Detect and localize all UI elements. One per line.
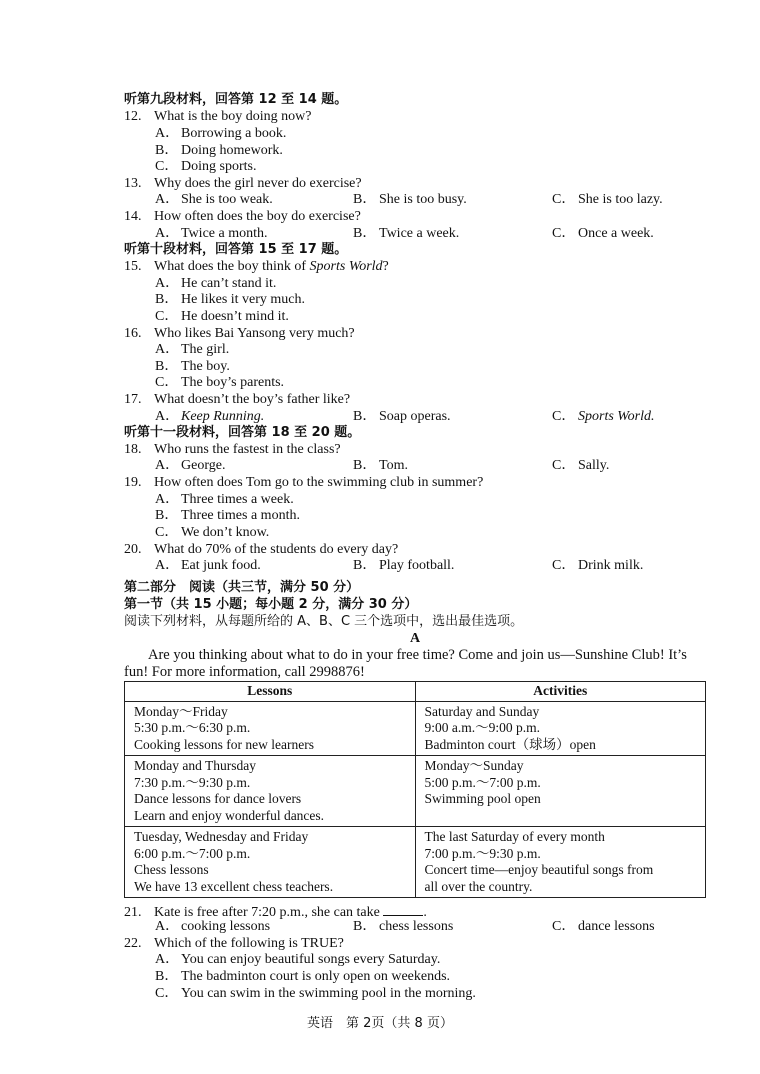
table-cell: The last Saturday of every month 7:00 p.m.～9:30 p.m. Concert time—enjoy beautiful songs from all over the country. — [415, 827, 706, 898]
table-row — [125, 701, 706, 756]
option-22c: C． You can swim in the swimming pool in the morning. — [155, 986, 476, 1001]
option-16b: B． The boy. — [155, 359, 230, 374]
option-20a: A． Eat junk food. — [155, 558, 261, 573]
option-19b: B． Three times a month. — [155, 508, 300, 523]
option-19c: C． We don’t know. — [155, 525, 270, 540]
table-cell: Monday～Sunday 5:00 p.m.～7:00 p.m. Swimming pool open — [415, 756, 706, 827]
question-21: 21. Kate is free after 7:20 p.m., she can take . — [124, 905, 427, 920]
option-12b: B． Doing homework. — [155, 143, 283, 158]
passage-intro: Are you thinking about what to do in your free time? Come and join us—Sunshine Club! It’s fun! For more information, call 2998876! — [124, 647, 687, 680]
question-22: 22. Which of the following is TRUE? — [124, 936, 344, 951]
table-cell: Tuesday, Wednesday and Friday 6:00 p.m.～7:00 p.m. Chess lessons We have 13 excellent chess teachers. — [125, 827, 416, 898]
question-19: 19. How often does Tom go to the swimming club in summer? — [124, 475, 484, 490]
section-heading-11: 听第十一段材料，回答第 18 至 20 题。 — [124, 425, 361, 440]
option-12a: A． Borrowing a book. — [155, 126, 287, 141]
schedule-table — [124, 681, 706, 898]
option-21b: B． chess lessons — [353, 919, 454, 934]
option-19a: A． Three times a week. — [155, 492, 294, 507]
option-17b: B． Soap operas. — [353, 409, 451, 424]
option-13c: C． She is too lazy. — [552, 192, 663, 207]
section-heading-9: 听第九段材料，回答第 12 至 14 题。 — [124, 92, 348, 107]
option-18c: C． Sally. — [552, 458, 610, 473]
option-21a: A． cooking lessons — [155, 919, 271, 934]
question-number: 12. — [124, 109, 142, 124]
option-13b: B． She is too busy. — [353, 192, 467, 207]
option-17a: A． Keep Running. — [155, 409, 265, 424]
option-14c: C． Once a week. — [552, 226, 654, 241]
question-20: 20. What do 70% of the students do every day? — [124, 542, 399, 557]
reading-instructions: 阅读下列材料，从每题所给的 A、B、C 三个选项中，选出最佳选项。 — [124, 614, 524, 629]
option-20c: C． Drink milk. — [552, 558, 644, 573]
option-15c: C． He doesn’t mind it. — [155, 309, 289, 324]
table-cell: Saturday and Sunday 9:00 a.m.～9:00 p.m. Badminton court（球场）open — [415, 701, 706, 756]
option-18b: B． Tom. — [353, 458, 408, 473]
answer-blank — [383, 903, 423, 916]
column-header-activities: Activities — [415, 682, 706, 702]
passage-heading: A — [409, 631, 421, 646]
section-heading-10: 听第十段材料，回答第 15 至 17 题。 — [124, 242, 348, 257]
section-one-heading: 第一节（共 15 小题；每小题 2 分，满分 30 分） — [124, 597, 418, 612]
question-14: 14. How often does the boy do exercise? — [124, 209, 361, 224]
part-two-heading: 第二部分 阅读（共三节，满分 50 分） — [124, 580, 360, 595]
option-22b: B． The badminton court is only open on weekends. — [155, 969, 451, 984]
question-17: 17. What doesn’t the boy’s father like? — [124, 392, 351, 407]
table-row — [125, 827, 706, 898]
table-header-row — [125, 682, 706, 702]
question-12 — [124, 109, 311, 125]
option-20b: B． Play football. — [353, 558, 455, 573]
question-18: 18. Who runs the fastest in the class? — [124, 442, 341, 457]
question-13: 13. Why does the girl never do exercise? — [124, 176, 362, 191]
option-17c: C． Sports World. — [552, 409, 655, 424]
table-row — [125, 756, 706, 827]
option-21c: C． dance lessons — [552, 919, 655, 934]
table-cell: Monday and Thursday 7:30 p.m.～9:30 p.m. Dance lessons for dance lovers Learn and enjoy wonderful dances. — [125, 756, 416, 827]
option-16c: C． The boy’s parents. — [155, 375, 285, 390]
option-15b: B． He likes it very much. — [155, 292, 306, 307]
option-16a: A． The girl. — [155, 342, 230, 357]
column-header-lessons: Lessons — [125, 682, 416, 702]
option-14b: B． Twice a week. — [353, 226, 460, 241]
table-cell: Monday～Friday 5:30 p.m.～6:30 p.m. Cooking lessons for new learners — [125, 701, 416, 756]
option-15a: A． He can’t stand it. — [155, 276, 277, 291]
option-18a: A． George. — [155, 458, 226, 473]
option-14a: A． Twice a month. — [155, 226, 268, 241]
option-12c: C． Doing sports. — [155, 159, 257, 174]
question-15: 15. What does the boy think of Sports World? — [124, 259, 389, 274]
option-22a: A． You can enjoy beautiful songs every Saturday. — [155, 952, 441, 967]
question-text: What is the boy doing now? — [154, 109, 312, 124]
page-footer: 英语 第 2页（共 8 页） — [307, 1016, 453, 1031]
option-13a: A． She is too weak. — [155, 192, 273, 207]
question-16: 16. Who likes Bai Yansong very much? — [124, 326, 355, 341]
